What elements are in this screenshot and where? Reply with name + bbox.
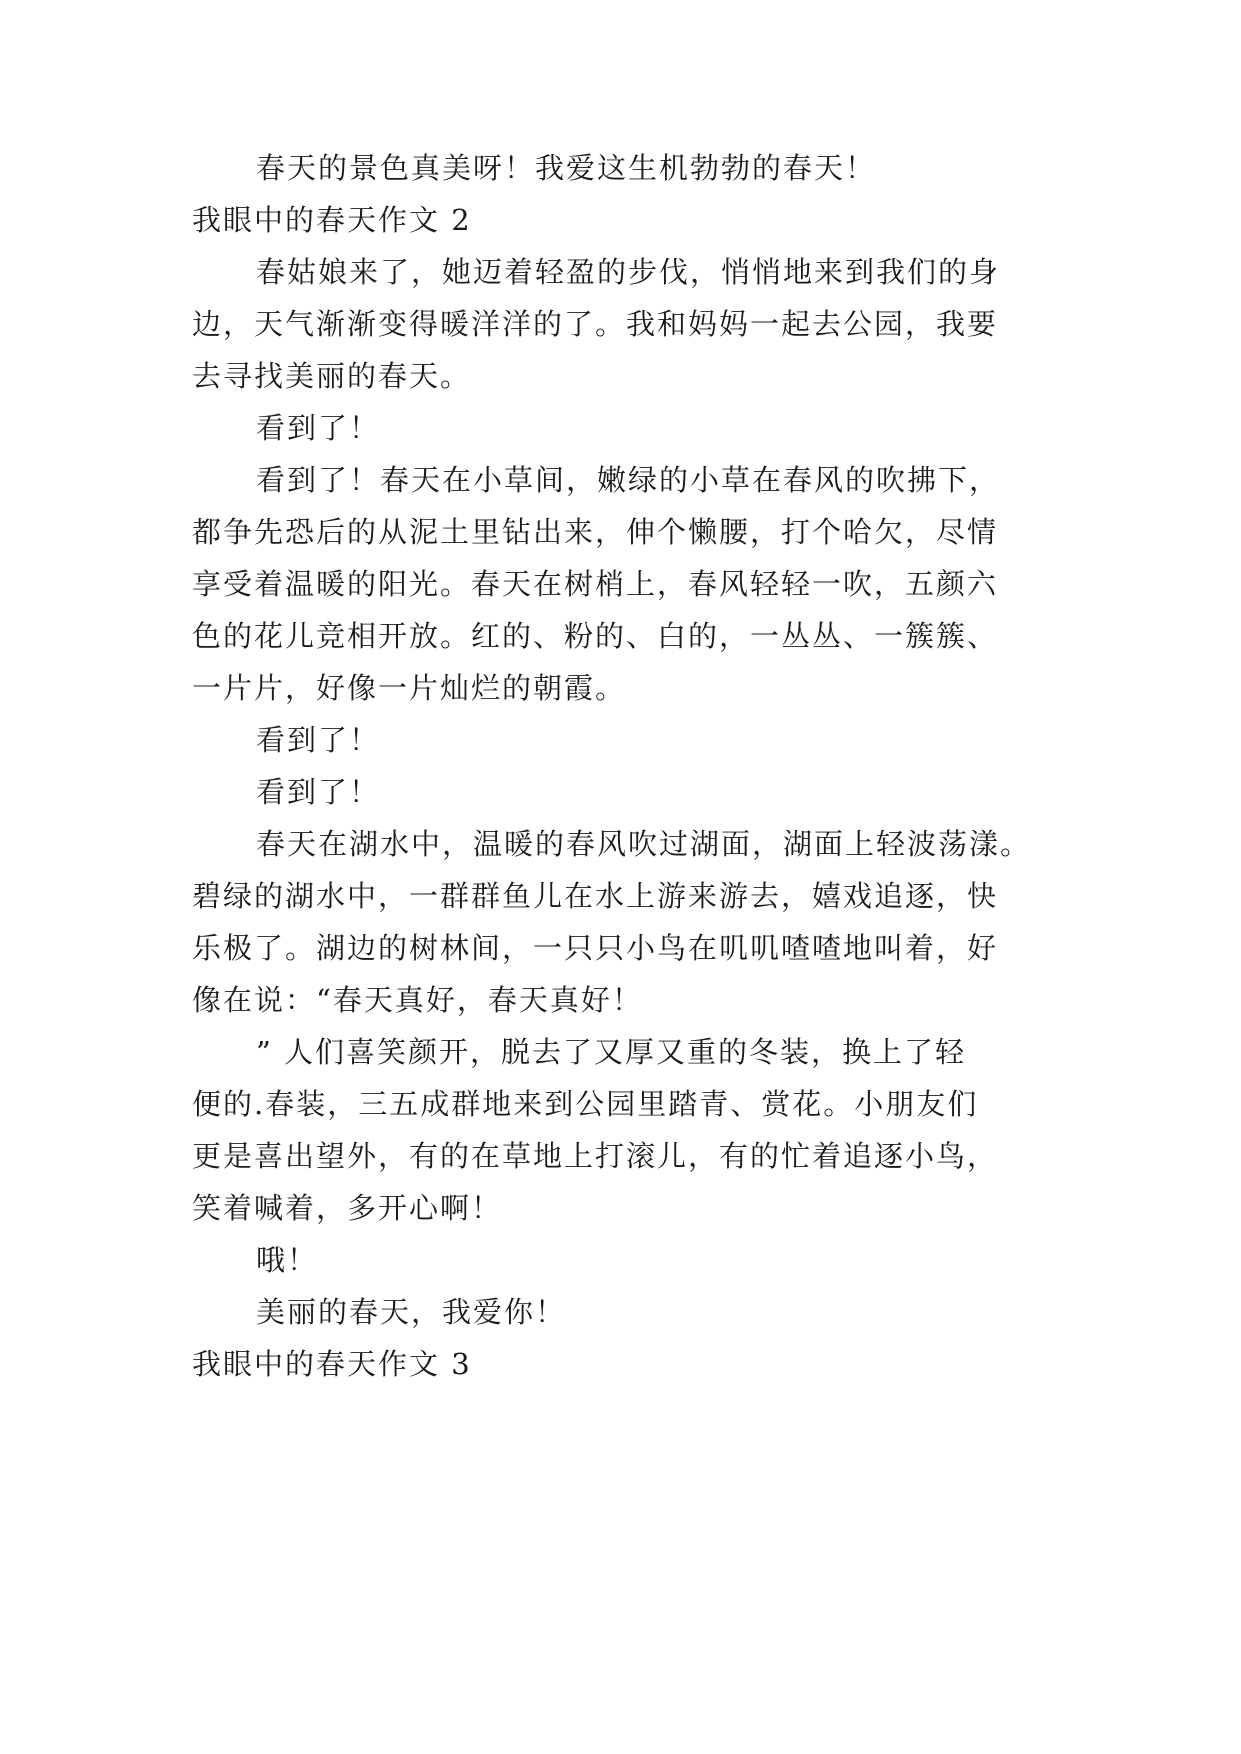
- paragraph-line: 边，天气渐渐变得暖洋洋的了。我和妈妈一起去公园，我要: [192, 307, 999, 341]
- paragraph-line: 看到了！: [256, 411, 381, 445]
- section-heading: 我眼中的春天作文 2: [192, 203, 472, 237]
- paragraph-line: 去寻找美丽的春天。: [192, 359, 472, 393]
- paragraph-line: 哦！: [256, 1243, 319, 1277]
- paragraph-line: 更是喜出望外，有的在草地上打滚儿，有的忙着追逐小鸟，: [192, 1139, 999, 1173]
- paragraph-line: 像在说：“春天真好，春天真好！: [192, 983, 643, 1017]
- paragraph-line: 碧绿的湖水中，一群群鱼儿在水上游来游去，嬉戏追逐，快: [192, 879, 999, 913]
- paragraph-line: 色的花儿竞相开放。红的、粉的、白的，一丛丛、一簇簇、: [192, 619, 999, 653]
- paragraph-line: 一片片，好像一片灿烂的朝霞。: [192, 671, 627, 705]
- paragraph-line: 看到了！春天在小草间，嫩绿的小草在春风的吹拂下，: [256, 463, 1001, 497]
- paragraph-line: 春姑娘来了，她迈着轻盈的步伐，悄悄地来到我们的身: [256, 255, 1001, 289]
- paragraph-line: 看到了！: [256, 723, 381, 757]
- paragraph-line: 春天在湖水中，温暖的春风吹过湖面，湖面上轻波荡漾。: [256, 827, 1032, 861]
- paragraph-line: 春天的景色真美呀！我爱这生机勃勃的春天！: [256, 151, 877, 185]
- paragraph-line: 享受着温暖的阳光。春天在树梢上，春风轻轻一吹，五颜六: [192, 567, 999, 601]
- paragraph-line: 美丽的春天，我爱你！: [256, 1295, 567, 1329]
- paragraph-line: 都争先恐后的从泥土里钻出来，伸个懒腰，打个哈欠，尽情: [192, 515, 999, 549]
- section-heading: 我眼中的春天作文 3: [192, 1347, 472, 1381]
- paragraph-line: 笑着喊着，多开心啊！: [192, 1191, 503, 1225]
- paragraph-line: 便的.春装，三五成群地来到公园里踏青、赏花。小朋友们: [192, 1087, 979, 1121]
- paragraph-line: ” 人们喜笑颜开，脱去了又厚又重的冬装，换上了轻: [256, 1035, 967, 1069]
- paragraph-line: 看到了！: [256, 775, 381, 809]
- paragraph-line: 乐极了。湖边的树林间，一只只小鸟在叽叽喳喳地叫着，好: [192, 931, 999, 965]
